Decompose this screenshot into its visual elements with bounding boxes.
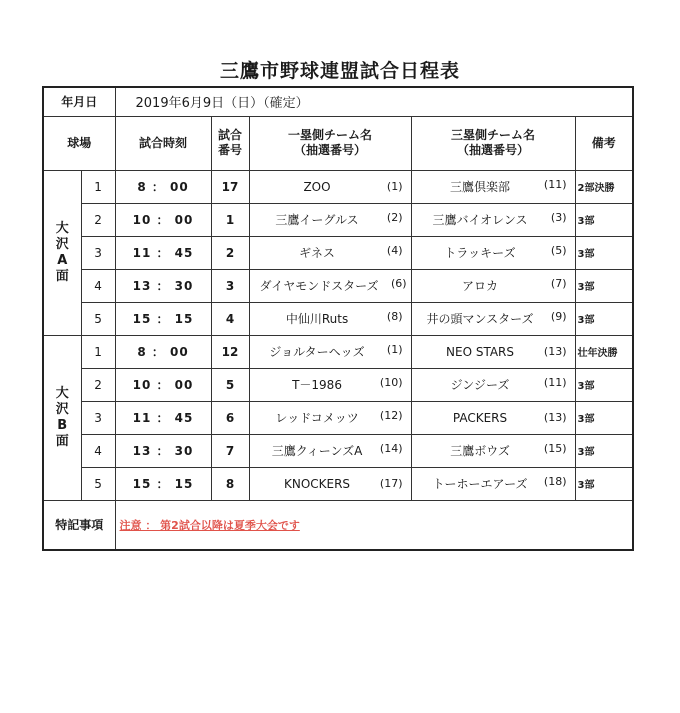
match-note: 2部決勝 [575,170,633,203]
third-base-draw-number: (7) [550,277,567,290]
third-base-team [412,178,575,195]
third-base-team-name: NEO STARS [446,344,515,359]
first-base-team-cell [249,236,411,269]
game-number: 6 [211,401,249,434]
third-base-team [412,345,575,359]
third-base-draw-number: (13) [543,410,567,424]
first-base-team [250,180,411,194]
header-notes: 備考 [575,116,633,170]
game-number: 4 [211,302,249,335]
match-note: 3部 [575,302,633,335]
schedule-table [42,86,634,551]
header-game-number [211,116,249,170]
first-base-team-name: ダイヤモンドスターズ [259,279,379,293]
match-time: 11 ： 45 [115,236,211,269]
third-base-team-name: PACKERS [452,410,508,425]
match-note: 3部 [575,269,633,302]
first-base-team [250,376,411,393]
match-time: 13 ： 30 [115,269,211,302]
first-base-team [250,211,411,228]
third-base-draw-number: (11) [543,178,567,191]
table-row [43,467,633,500]
match-order: 4 [81,269,115,302]
header-first-base-line2: （抽選番号） [294,143,367,157]
match-time: 15 ： 15 [115,302,211,335]
game-number: 3 [211,269,249,302]
date-row [43,87,633,116]
header-third-base-line1: 三塁側チーム名 [451,128,536,142]
match-time: 10 ： 00 [115,368,211,401]
third-base-team-name: 井の頭マンスターズ [426,312,534,326]
match-order: 1 [81,335,115,368]
third-base-team-name: ジンジーズ [450,378,510,392]
first-base-draw-number: (1) [386,343,403,356]
table-row [43,434,633,467]
field-name-cell [43,335,81,500]
first-base-draw-number: (6) [390,277,407,290]
first-base-team-cell [249,269,411,302]
table-row [43,368,633,401]
first-base-team-cell [249,401,411,434]
first-base-team [250,244,411,261]
game-number: 7 [211,434,249,467]
match-order: 5 [81,467,115,500]
first-base-team [250,442,411,459]
header-row [43,116,633,170]
first-base-team-name: レッドコメッツ [275,411,359,425]
special-notes-row [43,500,633,550]
third-base-team-cell [411,434,575,467]
third-base-draw-number: (9) [550,310,567,323]
date-label: 年月日 [43,87,115,116]
match-note: 壮年決勝 [575,335,633,368]
third-base-draw-number: (5) [550,244,567,257]
first-base-team [250,343,411,360]
third-base-draw-number: (11) [543,376,567,389]
date-value: 2019年6月9日（日）（確定） [115,87,633,116]
field-name-char: 面 [55,433,69,449]
game-number: 8 [211,467,249,500]
page-title: 三鷹市野球連盟試合日程表 [219,60,460,82]
third-base-team [412,277,575,294]
first-base-team-cell [249,434,411,467]
field-name-char: B [57,417,68,433]
third-base-draw-number: (18) [543,475,567,488]
third-base-draw-number: (3) [550,211,567,224]
header-first-base-line1: 一塁側チーム名 [288,128,373,142]
third-base-team-name: 三鷹倶楽部 [450,180,511,194]
game-number: 2 [211,236,249,269]
field-name-char: 沢 [55,236,69,252]
first-base-team-name: 中仙川Ruts [285,312,349,326]
first-base-team-name: 三鷹イーグルス [275,213,359,227]
game-number: 17 [211,170,249,203]
third-base-team-cell [411,335,575,368]
first-base-draw-number: (4) [386,244,403,257]
first-base-draw-number: (10) [379,376,403,389]
first-base-team [250,409,411,426]
table-row [43,236,633,269]
match-note: 3部 [575,401,633,434]
first-base-draw-number: (1) [386,179,403,193]
first-base-team [250,310,411,327]
third-base-team [412,442,575,459]
field-name-char: 大 [55,385,69,401]
header-game-number-line1: 試合 [218,128,243,142]
match-time: 13 ： 30 [115,434,211,467]
third-base-team [412,244,575,261]
first-base-team-name: KNOCKERS [283,476,351,491]
special-notes-label: 特記事項 [43,500,115,550]
game-number: 5 [211,368,249,401]
first-base-team-name: 三鷹クィーンズA [271,444,363,458]
first-base-team-cell [249,467,411,500]
first-base-team-name: ZOO [303,179,331,194]
table-row [43,302,633,335]
third-base-team [412,411,575,425]
field-name-char: 面 [55,268,69,284]
first-base-team-name: T－1986 [292,378,342,392]
match-time: 15 ： 15 [115,467,211,500]
third-base-draw-number: (15) [543,442,567,455]
match-order: 4 [81,434,115,467]
third-base-team [412,475,575,492]
match-time: 8 ： 00 [115,170,211,203]
match-order: 2 [81,368,115,401]
match-order: 3 [81,401,115,434]
first-base-draw-number: (17) [379,476,403,490]
match-note: 3部 [575,203,633,236]
third-base-team-cell [411,302,575,335]
third-base-team [412,211,575,228]
third-base-team-cell [411,368,575,401]
field-name-cell [43,170,81,335]
third-base-team-cell [411,236,575,269]
match-note: 3部 [575,434,633,467]
table-row [43,335,633,368]
match-order: 1 [81,170,115,203]
first-base-team [250,477,411,491]
third-base-team-cell [411,269,575,302]
table-row [43,401,633,434]
match-time: 11 ： 45 [115,401,211,434]
first-base-draw-number: (14) [379,442,403,455]
match-order: 3 [81,236,115,269]
match-time: 10 ： 00 [115,203,211,236]
match-note: 3部 [575,236,633,269]
third-base-team [412,310,575,327]
field-name-char: 大 [55,220,69,236]
third-base-team-name: アロカ [462,279,499,293]
third-base-team-name: トーホーエアーズ [432,477,528,491]
header-third-base-line2: （抽選番号） [457,143,530,157]
first-base-team [250,277,411,294]
third-base-team-cell [411,203,575,236]
first-base-team-cell [249,170,411,203]
first-base-team-cell [249,335,411,368]
first-base-team-cell [249,302,411,335]
first-base-draw-number: (2) [386,211,403,224]
first-base-team-cell [249,203,411,236]
table-row [43,203,633,236]
field-name-char: 沢 [55,401,69,417]
first-base-draw-number: (8) [386,310,403,323]
table-row [43,269,633,302]
third-base-team [412,376,575,393]
first-base-team-name: ジョルターヘッズ [269,345,365,359]
game-number: 1 [211,203,249,236]
third-base-team-cell [411,401,575,434]
third-base-team-name: トラッキーズ [444,246,516,260]
game-number: 12 [211,335,249,368]
special-notes-text: 注意 ： 第2試合以降は夏季大会です [115,500,633,550]
first-base-team-name: ギネス [299,246,335,260]
third-base-team-cell [411,170,575,203]
table-row [43,170,633,203]
field-name-char: A [57,252,68,268]
header-first-base [249,116,411,170]
third-base-team-name: 三鷹バイオレンス [432,213,528,227]
header-third-base [411,116,575,170]
third-base-draw-number: (13) [543,344,567,358]
match-time: 8 ： 00 [115,335,211,368]
header-field: 球場 [43,116,115,170]
match-order: 2 [81,203,115,236]
third-base-team-cell [411,467,575,500]
match-order: 5 [81,302,115,335]
header-time: 試合時刻 [115,116,211,170]
first-base-draw-number: (12) [379,409,403,422]
header-game-number-line2: 番号 [218,143,243,157]
match-note: 3部 [575,368,633,401]
match-note: 3部 [575,467,633,500]
first-base-team-cell [249,368,411,401]
third-base-team-name: 三鷹ボウズ [450,444,510,458]
